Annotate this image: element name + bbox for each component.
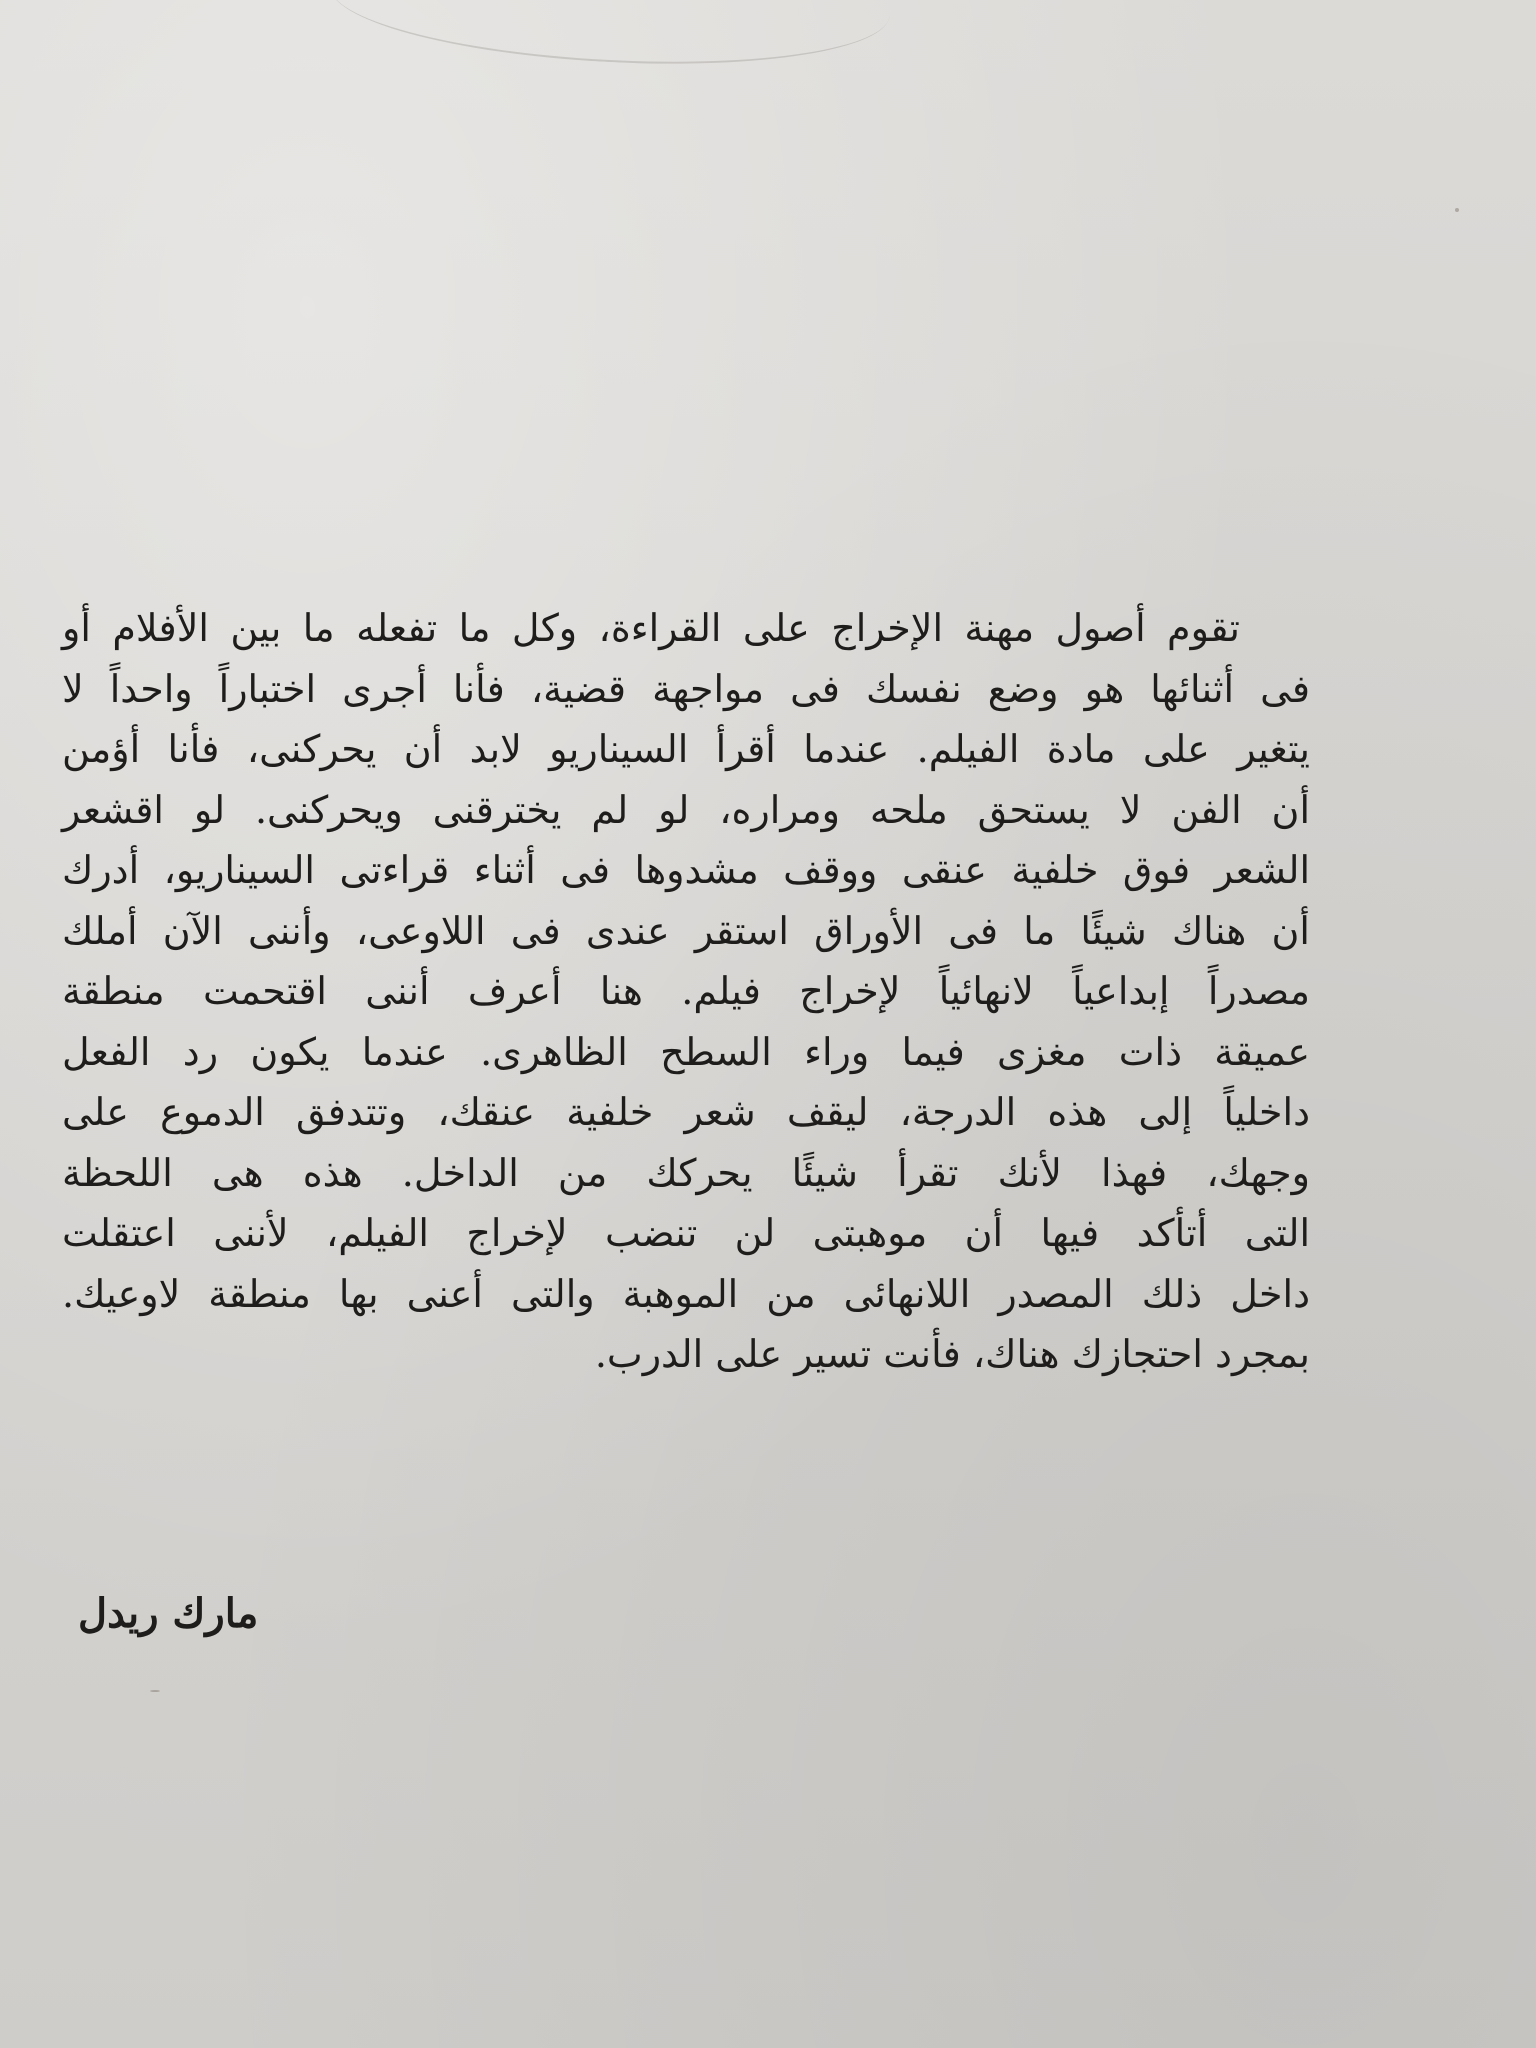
passage-line: يتغير على مادة الفيلم. عندما أقرأ السيناريو لابد أن يحركنى، فأنا أؤمن [62,727,1310,771]
passage-line: أن الفن لا يستحق ملحه ومراره، لو لم يخترقنى ويحركنى. لو اقشعر [62,787,1310,832]
passage-line: داخلياً إلى هذه الدرجة، ليقف شعر خلفية عنقك، وتتدفق الدموع على [62,1090,1310,1134]
quote-passage [62,598,1310,1385]
passage-line: مصدراً إبداعياً لانهائياً لإخراج فيلم. هنا أعرف أننى اقتحمت منطقة [62,969,1310,1013]
passage-line: داخل ذلك المصدر اللانهائى من الموهبة والتى أعنى بها منطقة لاوعيك. [62,1271,1310,1316]
passage-line: الشعر فوق خلفية عنقى ووقف مشدوها فى أثناء قراءتى السيناريو، أدرك [62,848,1310,892]
passage-line: بمجرد احتجازك هناك، فأنت تسير على الدرب. [594,1332,1310,1376]
passage-line: عميقة ذات مغزى فيما وراء السطح الظاهرى. عندما يكون رد الفعل [62,1029,1310,1074]
paper-speck [150,1690,160,1692]
passage-line: فى أثنائها هو وضع نفسك فى مواجهة قضية، فأنا أجرى اختباراً واحداً لا [62,666,1310,711]
passage-line: التى أتأكد فيها أن موهبتى لن تنضب لإخراج الفيلم، لأننى اعتقلت [62,1211,1311,1255]
passage-line: وجهك، فهذا لأنك تقرأ شيئًا يحركك من الداخل. هذه هى اللحظة [62,1150,1310,1195]
author-signature: مارك ريدل [78,1590,259,1637]
paper-speck [1455,208,1459,212]
paper-crease [327,0,893,77]
passage-line: أن هناك شيئًا ما فى الأوراق استقر عندى فى اللاوعى، وأننى الآن أملك [62,908,1310,953]
passage-line: تقوم أصول مهنة الإخراج على القراءة، وكل ما تفعله ما بين الأفلام أو [62,606,1240,650]
